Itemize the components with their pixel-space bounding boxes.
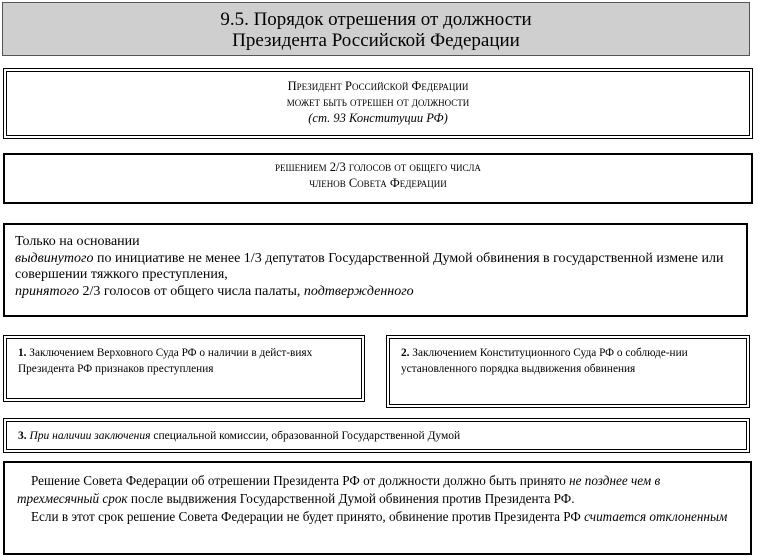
box7-p1-text-a: Решение Совета Федерации об отрешении Президента РФ от должности должно быть принято — [31, 473, 570, 488]
box3-paragraph-3 — [15, 284, 736, 301]
box3-italic-adopted: принятого — [15, 283, 80, 299]
box6-italic: При наличии заключения — [26, 430, 151, 442]
box7-p1-text-b: после выдвижения Государственной Думой обвинения против Президента РФ. — [127, 491, 575, 506]
special-commission-box — [3, 418, 750, 453]
box3-p3-text: 2/3 голосов от общего числа палаты, — [79, 283, 304, 299]
box7-p2-text-a: Если в этот срок решение Совета Федерации не будет принято, обвинение против Президента РФ — [31, 509, 585, 524]
box3-italic-nominated: выдвинутого — [15, 250, 94, 266]
box5-number: 2. — [401, 347, 410, 359]
box4-number: 1. — [18, 347, 27, 359]
title-line-1: 9.5. Порядок отрешения от должности — [220, 9, 532, 30]
box7-p1-italic: не позднее чем в трехмесячный срок — [17, 473, 661, 506]
box6-number: 3. — [18, 430, 27, 442]
box7-p2-italic: считается отклоненным — [584, 509, 728, 524]
president-dismissal-box — [3, 68, 753, 139]
box3-line-1: Только на основании — [15, 234, 140, 249]
box3-p2-text: по инициативе не менее 1/3 депутатов Государственной Думой обвинения в государственной измене или совершении тяжкого преступления, — [15, 250, 724, 282]
federation-council-vote-box — [3, 153, 753, 204]
box1-line-2: может быть отрешен от должности — [286, 95, 470, 109]
box5-text: Заключением Конституционного Суда РФ о соблюде-нии установленного порядка выдвижения обвинения — [401, 347, 688, 375]
box7-paragraph-2 — [17, 508, 742, 526]
box6-text: специальной комиссии, образованной Государственной Думой — [150, 430, 461, 442]
box2-line-2: членов Совета Федерации — [309, 176, 447, 190]
page-title — [2, 2, 750, 56]
decision-deadline-box — [3, 461, 752, 555]
box4-text: Заключением Верховного Суда РФ о наличии в дейст-виях Президента РФ признаков преступления — [18, 347, 313, 375]
constitutional-court-conclusion-box — [386, 335, 750, 408]
box2-line-1: решением 2/3 голосов от общего числа — [275, 160, 481, 174]
title-line-2: Президента Российской Федерации — [232, 30, 520, 51]
box3-italic-confirmed: подтвержденного — [303, 283, 414, 299]
box3-paragraph-2 — [15, 251, 736, 284]
box1-line-1: Президент Российской Федерации — [287, 79, 469, 93]
constitution-reference: (ст. 93 Конституции РФ) — [308, 111, 448, 125]
box7-paragraph-1 — [17, 472, 742, 508]
accusation-basis-box — [3, 223, 748, 317]
supreme-court-conclusion-box — [3, 335, 365, 402]
